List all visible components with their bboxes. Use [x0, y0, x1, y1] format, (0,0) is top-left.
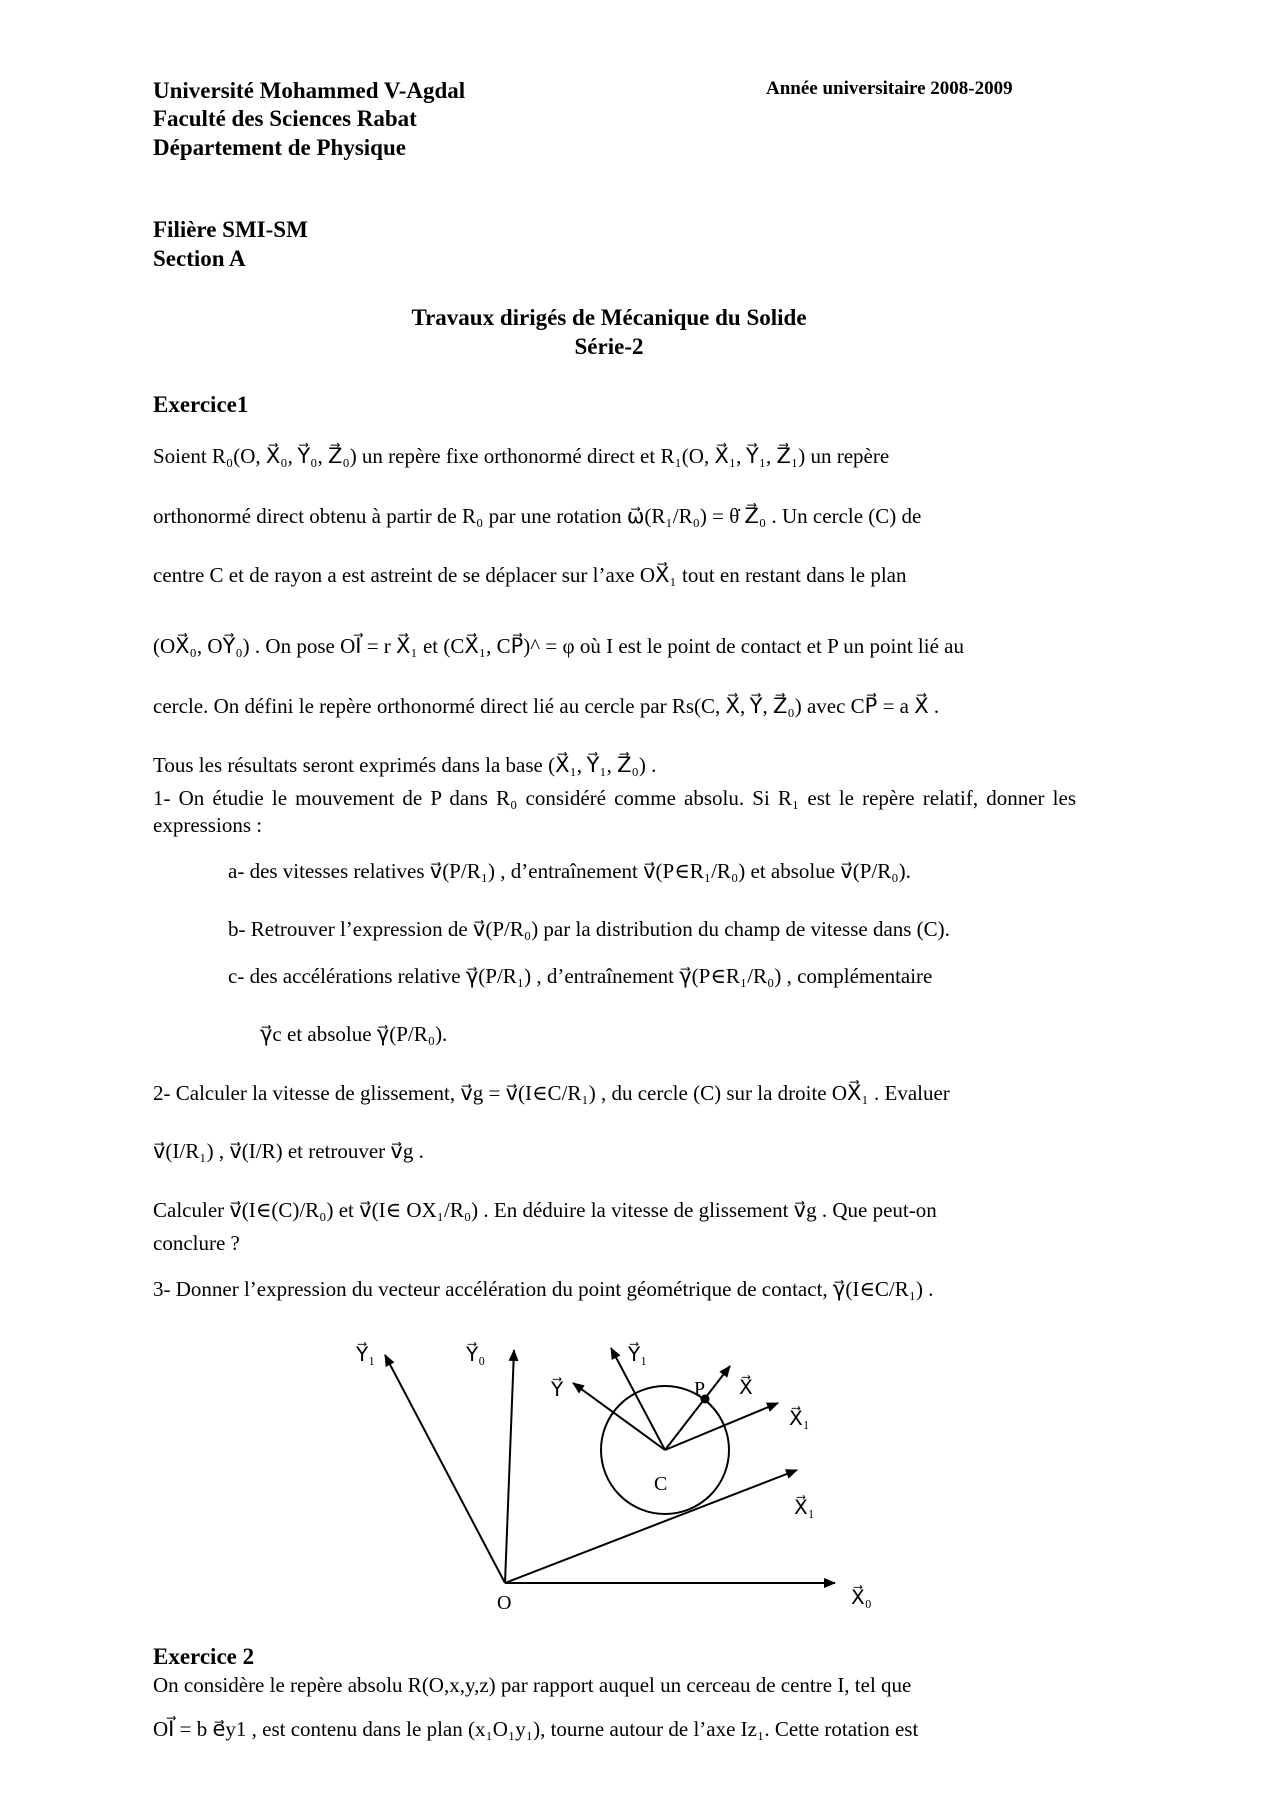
- department-name: Département de Physique: [153, 135, 406, 160]
- academic-year: Année universitaire 2008-2009: [766, 78, 1013, 99]
- ex2-paragraph-line1: On considère le repère absolu R(O,x,y,z) par rapport auquel un cerceau de centre I, tel que: [153, 1673, 912, 1697]
- label-o: O: [497, 1592, 512, 1614]
- ex1-paragraph-line3: centre C et de rayon a est astreint de se déplacer sur l’axe OX⃗₁ tout en restant dans le plan: [153, 563, 907, 587]
- section: Section A: [153, 246, 246, 271]
- exercise2-heading: Exercice 2: [153, 1644, 255, 1669]
- series-title: Série-2: [574, 334, 644, 359]
- label-y1-center: Y⃗₁: [628, 1344, 648, 1366]
- axis-y0: [505, 1350, 514, 1583]
- label-y1-left: Y⃗₁: [356, 1344, 376, 1366]
- ex1-question2-line1: 2- Calculer la vitesse de glissement, v⃗g = v⃗(I∈C/R₁) , du cercle (C) sur la droite OX⃗₁ . Evaluer: [153, 1081, 950, 1105]
- axis-y1-left: [385, 1355, 505, 1583]
- ex2-paragraph-line2: OI⃗ = b e⃗y1 , est contenu dans le plan (x₁O₁y₁), tourne autour de l’axe Iz₁. Cette rotation est: [153, 1717, 919, 1741]
- label-x1-upper: X⃗₁: [789, 1408, 810, 1430]
- university-name: Université Mohammed V-Agdal: [153, 78, 466, 103]
- label-p: P: [694, 1378, 706, 1400]
- axis-x1-lower: [505, 1470, 797, 1583]
- ex1-question1b: b- Retrouver l’expression de v⃗(P/R₀) par la distribution du champ de vitesse dans (C).: [228, 917, 950, 941]
- label-x: X⃗: [739, 1377, 753, 1399]
- ex1-paragraph-line4: (OX⃗₀, OY⃗₀) . On pose OI⃗ = r X⃗₁ et (CX⃗₁, CP⃗)^ = φ où I est le point de contact et P un point lié au: [153, 634, 964, 658]
- filiere: Filière SMI-SM: [153, 217, 308, 242]
- ex1-paragraph-line1: Soient R₀(O, X⃗₀, Y⃗₀, Z⃗₀) un repère fixe orthonormé direct et R₁(O, X⃗₁, Y⃗₁, Z⃗₁) un repère: [153, 444, 890, 468]
- document-title: Travaux dirigés de Mécanique du Solide: [411, 305, 807, 330]
- ex1-question1c-line2: γ⃗c et absolue γ⃗(P/R₀).: [260, 1022, 448, 1046]
- ex1-question1: 1- On étudie le mouvement de P dans R₀ considéré comme absolu. Si R₁ est le repère relatif, donner les expressions :: [153, 786, 1076, 837]
- label-y0: Y⃗₀: [466, 1344, 486, 1366]
- ex1-question3: 3- Donner l’expression du vecteur accélération du point géométrique de contact, γ⃗(I∈C/R₁) .: [153, 1277, 934, 1301]
- vector-y: [573, 1383, 665, 1450]
- ex1-paragraph-line6: Tous les résultats seront exprimés dans la base (X⃗₁, Y⃗₁, Z⃗₀) .: [153, 753, 657, 777]
- ex1-question1a: a- des vitesses relatives v⃗(P/R₁) , d’entraînement v⃗(P∈R₁/R₀) et absolue v⃗(P/R₀).: [228, 859, 911, 883]
- label-c: C: [654, 1473, 668, 1495]
- faculty-name: Faculté des Sciences Rabat: [153, 106, 417, 131]
- label-x0: X⃗₀: [851, 1587, 872, 1609]
- ex1-question2-line2: v⃗(I/R₁) , v⃗(I/R) et retrouver v⃗g .: [153, 1139, 424, 1163]
- exercise1-heading: Exercice1: [153, 392, 249, 417]
- ex1-question1c-line1: c- des accélérations relative γ⃗(P/R₁) , d’entraînement γ⃗(P∈R₁/R₀) , complémentaire: [228, 964, 933, 988]
- label-y: Y⃗: [551, 1379, 564, 1401]
- ex1-paragraph-line2: orthonormé direct obtenu à partir de R₀ par une rotation ω⃗(R₁/R₀) = θ̇ Z⃗₀ . Un cercle (C) de: [153, 504, 922, 528]
- figure-diagram: [340, 1330, 900, 1620]
- ex1-question2-line4: conclure ?: [153, 1231, 240, 1255]
- label-x1-lower: X⃗₁: [794, 1497, 815, 1519]
- ex1-question2-line3: Calculer v⃗(I∈(C)/R₀) et v⃗(I∈ OX₁/R₀) . En déduire la vitesse de glissement v⃗g . Que peut-on: [153, 1198, 937, 1222]
- ex1-paragraph-line5: cercle. On défini le repère orthonormé direct lié au cercle par Rs(C, X⃗, Y⃗, Z⃗₀) avec CP⃗ = a X⃗ .: [153, 694, 940, 718]
